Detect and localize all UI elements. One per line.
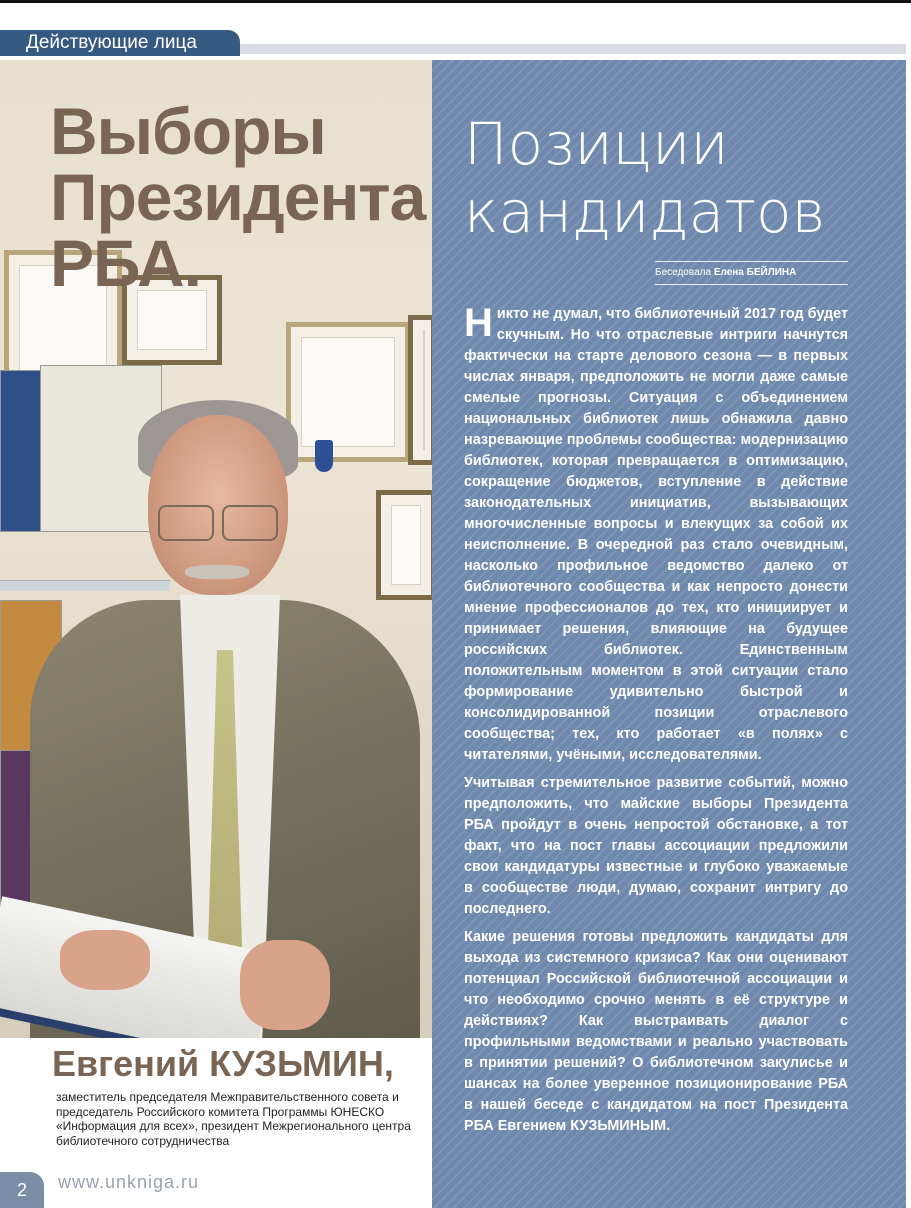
article-paragraph [464, 301, 848, 766]
glasses-right [222, 505, 278, 541]
mustache [185, 565, 249, 579]
right-headline [464, 110, 826, 246]
article-body [464, 301, 848, 1144]
person-description: заместитель председателя Межправительственного совета и председатель Российского комитета Программы ЮНЕСКО «Информация для всех», президент Межрегионального центра библиотечного сотрудничества [56, 1090, 411, 1148]
section-tab: Действующие лица [0, 30, 240, 56]
page-number: 2 [0, 1172, 44, 1208]
wall-certificate [408, 315, 432, 465]
right-headline-line: Позиции [464, 110, 729, 178]
wall-certificate [286, 322, 410, 462]
drop-cap: Н [464, 301, 493, 345]
byline-rule-top [655, 261, 848, 262]
hand [240, 940, 330, 1030]
article-paragraph: Учитывая стремительное развитие событий, можно предположить, что майские выборы Президента РБА пройдут в очень непростой обстановке, а тот факт, что на пост главы ассоциации предложили свои кандидатуры известные и глубоко уважаемые в сообществе люди, думаю, сохранит интригу до последнего. [464, 775, 848, 917]
top-border [0, 0, 911, 3]
right-headline-line: кандидатов [464, 178, 826, 246]
byline-author: Елена БЕЙЛИНА [713, 267, 797, 278]
shelf [0, 580, 170, 591]
medal [315, 440, 333, 472]
left-headline [50, 94, 426, 300]
wall-certificate [376, 490, 432, 600]
hand [60, 930, 150, 990]
byline-prefix: Беседовала [655, 267, 712, 278]
left-headline-line: РБА. [50, 226, 201, 300]
left-headline-line: Президента [50, 160, 426, 234]
glasses-left [158, 505, 214, 541]
paragraph-text: икто не думал, что библиотечный 2017 год будет скучным. Но что отраслевые интриги начнутся фактически на старте делового сезона — в первых числах января, предположить не могли даже самые смелые прогнозы. Ситуация с объединением национальных библиотек лишь обнажила давно назревающие проблемы сообщества: модернизацию библиотек, которая превращается в оптимизацию, сокращение бюджетов, вступление в действие законодательных инициатив, вызывающих многочисленные вопросы и влекущих за собой их неисполнение. В очередной раз стало очевидным, насколько профильное ведомство далеко от библиотечного сообщества и как непросто донести мнение профессионалов до тех, кто инициирует и принимает решения, влияющие на будущее российских библиотек. Единственным положительным моментом в этой ситуации стало формирование удивительно быстрой и консолидированной позиции отраслевого сообщества; тех, кто работает «в полях» с читателями, учёными, исследователями. [464, 306, 848, 763]
header-rule [240, 44, 906, 54]
byline [655, 266, 848, 280]
site-link[interactable]: www.unkniga.ru [58, 1172, 200, 1192]
person-name: Евгений КУЗЬМИН, [52, 1043, 394, 1084]
article-paragraph: Какие решения готовы предложить кандидаты для выхода из системного кризиса? Как они оценивают потенциал Российской библиотечной ассоциации и что необходимо срочно менять в её структуре и действиях? Как выстраивать диалог с профильными ведомствами и реально участвовать в принятии решений? О библиотечном закулисье и шансах на более уверенное позиционирование РБА в нашей беседе с кандидатом на пост Президента РБА Евгением КУЗЬМИНЫМ. [464, 929, 848, 1134]
left-headline-line: Выборы [50, 94, 326, 168]
byline-rule-bottom [655, 284, 848, 285]
